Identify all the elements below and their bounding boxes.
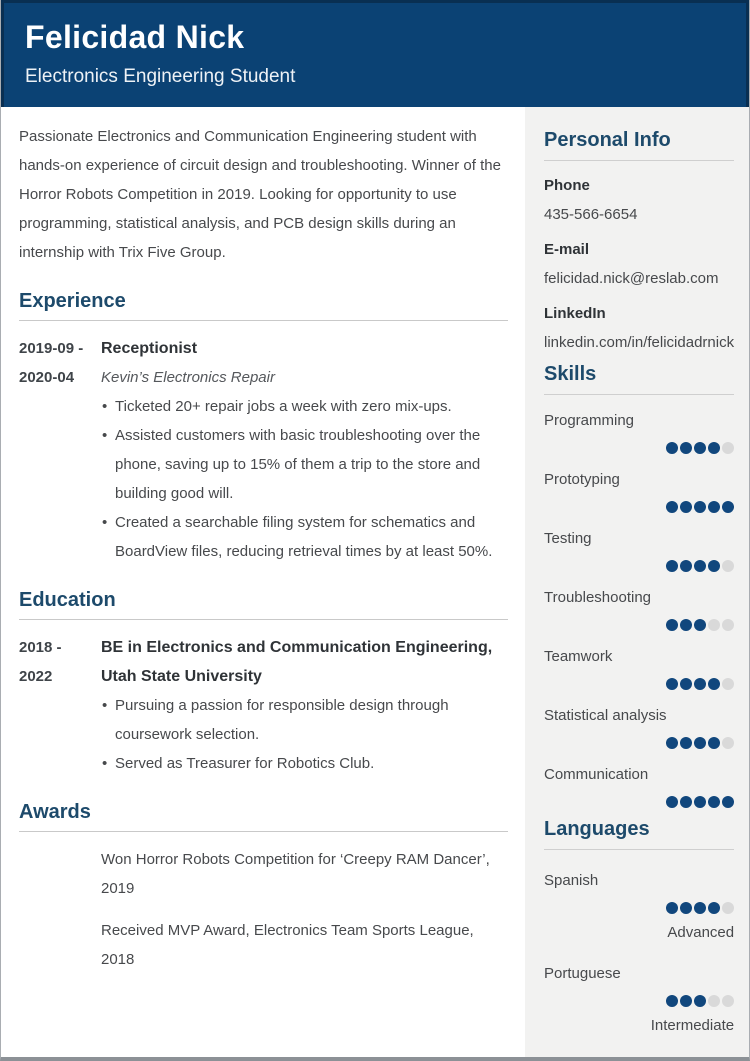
entry-bullet: • Assisted customers with basic troubleshooting over the phone, saving up to 15% of them a trip to the store and building good will.: [101, 421, 508, 508]
skill-name: Programming: [544, 412, 635, 429]
entry-bullets: [101, 392, 508, 566]
language-name: Spanish: [544, 872, 599, 889]
skills-list: [544, 411, 734, 808]
rating-dot: [666, 737, 678, 749]
awards-list: [19, 845, 508, 974]
rating-dot: [722, 796, 734, 808]
awards-heading: Awards: [19, 801, 508, 832]
entry-bullet: • Created a searchable filing system for schematics and BoardView files, reducing retrieval times by at least 50%.: [101, 508, 508, 566]
field-value: linkedin.com/in/felicidadrnick: [544, 334, 735, 351]
section-awards: [19, 801, 508, 974]
rating-dot: [708, 796, 720, 808]
rating-dot: [708, 737, 720, 749]
skill-rating-dots: [544, 501, 734, 513]
skills-heading: Skills: [544, 363, 734, 395]
rating-dot: [680, 995, 692, 1007]
language-level: Intermediate: [650, 1017, 735, 1034]
skill-name: Prototyping: [544, 471, 620, 488]
entry-dates: [19, 633, 101, 778]
rating-dot: [722, 737, 734, 749]
skill-rating-dots: [544, 442, 734, 454]
rating-dot: [666, 619, 678, 631]
entry-bullet: • Served as Treasurer for Robotics Club.: [101, 749, 508, 778]
language-item: [544, 964, 734, 1036]
field-label: Phone: [544, 177, 590, 194]
candidate-name: Felicidad Nick: [25, 19, 245, 55]
entry-bullets: [101, 691, 508, 778]
education-entries: [19, 633, 508, 778]
language-item: [544, 871, 734, 943]
skill-item: [544, 588, 734, 631]
rating-dot: [708, 501, 720, 513]
skill-rating-dots: [544, 678, 734, 690]
section-skills: [544, 363, 734, 808]
main-column: [1, 107, 525, 1057]
entry-dates: [19, 334, 101, 566]
skill-item: [544, 470, 734, 513]
rating-dot: [666, 678, 678, 690]
rating-dot: [680, 902, 692, 914]
rating-dot: [666, 796, 678, 808]
rating-dot: [694, 678, 706, 690]
section-education: [19, 589, 508, 778]
rating-dot: [722, 902, 734, 914]
rating-dot: [666, 442, 678, 454]
rating-dot: [708, 560, 720, 572]
rating-dot: [722, 560, 734, 572]
rating-dot: [694, 619, 706, 631]
resume-body: [1, 107, 749, 1057]
entry-title: BE in Electronics and Communication Engineering, Utah State University: [101, 639, 493, 685]
skill-item: [544, 765, 734, 808]
field-value: felicidad.nick@reslab.com: [544, 270, 719, 287]
language-rating-dots: [544, 902, 734, 914]
rating-dot: [722, 678, 734, 690]
field-label: LinkedIn: [544, 305, 606, 322]
rating-dot: [708, 678, 720, 690]
languages-heading: Languages: [544, 818, 734, 850]
entry-bullet: • Pursuing a passion for responsible design through coursework selection.: [101, 691, 508, 749]
skill-name: Statistical analysis: [544, 707, 667, 724]
entry-bullet: • Ticketed 20+ repair jobs a week with zero mix-ups.: [101, 392, 508, 421]
skill-name: Troubleshooting: [544, 589, 652, 606]
skill-name: Testing: [544, 530, 592, 547]
resume-header: [1, 0, 749, 107]
rating-dot: [694, 442, 706, 454]
entry-row: [19, 633, 508, 778]
award-item: Received MVP Award, Electronics Team Sports League, 2018: [101, 922, 474, 968]
experience-entries: [19, 334, 508, 566]
personal-field: [544, 240, 734, 289]
skill-name: Communication: [544, 766, 649, 783]
experience-heading: Experience: [19, 290, 508, 321]
rating-dot: [666, 902, 678, 914]
language-name: Portuguese: [544, 965, 621, 982]
skill-name: Teamwork: [544, 648, 613, 665]
rating-dot: [722, 995, 734, 1007]
award-item: Won Horror Robots Competition for ‘Creepy RAM Dancer’, 2019: [101, 851, 490, 897]
section-experience: [19, 290, 508, 566]
entry-date-start: 2018 -: [19, 639, 62, 656]
skill-item: [544, 647, 734, 690]
candidate-job-title: Electronics Engineering Student: [25, 66, 296, 87]
education-heading: Education: [19, 589, 508, 620]
rating-dot: [694, 902, 706, 914]
rating-dot: [708, 619, 720, 631]
rating-dot: [680, 560, 692, 572]
entry-date-end: 2022: [19, 668, 53, 685]
entry-content: [101, 633, 508, 778]
skill-rating-dots: [544, 619, 734, 631]
personal-field: [544, 304, 734, 353]
section-languages: [544, 818, 734, 1036]
rating-dot: [708, 442, 720, 454]
skill-item: [544, 529, 734, 572]
entry-title: Receptionist: [101, 340, 198, 357]
entry-company: Kevin’s Electronics Repair: [101, 369, 275, 386]
rating-dot: [680, 442, 692, 454]
rating-dot: [694, 737, 706, 749]
rating-dot: [680, 619, 692, 631]
rating-dot: [694, 560, 706, 572]
skill-item: [544, 411, 734, 454]
rating-dot: [708, 995, 720, 1007]
personal-info-heading: Personal Info: [544, 129, 734, 161]
rating-dot: [708, 902, 720, 914]
field-value: 435-566-6654: [544, 206, 638, 223]
rating-dot: [722, 501, 734, 513]
rating-dot: [666, 560, 678, 572]
rating-dot: [680, 737, 692, 749]
rating-dot: [694, 501, 706, 513]
rating-dot: [666, 501, 678, 513]
rating-dot: [694, 995, 706, 1007]
languages-list: [544, 871, 734, 1036]
section-personal-info: [544, 129, 734, 353]
summary-paragraph: Passionate Electronics and Communication Engineering student with hands-on experience of circuit design and troubleshooting. Winner of the Horror Robots Competition in 2019. Looking for opportunity to use programming, statistical analysis, and PCB design skills during an internship with Trix Five Group.: [19, 128, 501, 261]
entry-date-start: 2019-09 -: [19, 340, 84, 357]
rating-dot: [680, 501, 692, 513]
rating-dot: [680, 678, 692, 690]
rating-dot: [722, 442, 734, 454]
language-rating-dots: [544, 995, 734, 1007]
personal-field: [544, 176, 734, 225]
rating-dot: [694, 796, 706, 808]
skill-item: [544, 706, 734, 749]
skill-rating-dots: [544, 796, 734, 808]
rating-dot: [666, 995, 678, 1007]
skill-rating-dots: [544, 560, 734, 572]
skill-rating-dots: [544, 737, 734, 749]
rating-dot: [680, 796, 692, 808]
rating-dot: [722, 619, 734, 631]
entry-row: [19, 334, 508, 566]
field-label: E-mail: [544, 241, 590, 258]
personal-info-fields: [544, 176, 734, 353]
entry-content: [101, 334, 508, 566]
sidebar-column: [525, 107, 750, 1057]
language-level: Advanced: [667, 924, 735, 941]
entry-date-end: 2020-04: [19, 369, 75, 386]
